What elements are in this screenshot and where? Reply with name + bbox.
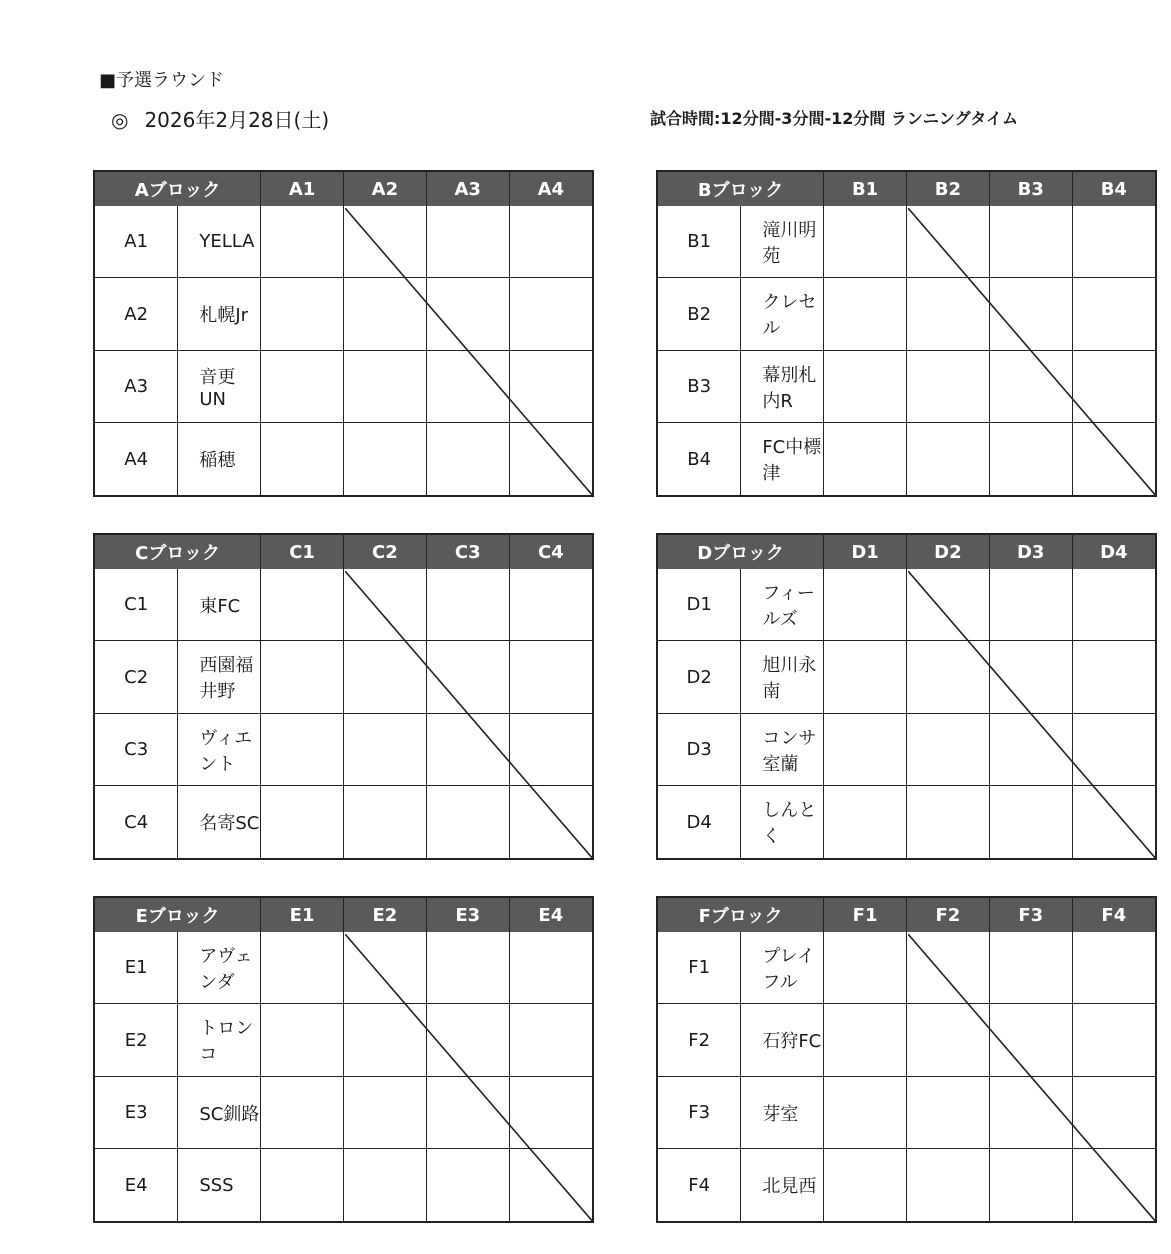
league-table <box>95 172 592 495</box>
col-header: E3 <box>426 898 509 932</box>
table-row <box>95 569 592 641</box>
col-header: A1 <box>261 172 344 206</box>
date-text: 2026年2月28日(土) <box>144 108 330 132</box>
score-cell[interactable] <box>989 786 1072 858</box>
score-cell[interactable] <box>1072 932 1155 1004</box>
block-label: Dブロック <box>658 535 824 569</box>
score-cell[interactable] <box>1072 713 1155 786</box>
col-header: A3 <box>426 172 509 206</box>
team-code: A2 <box>95 278 178 351</box>
score-cell[interactable] <box>261 932 344 1004</box>
table-row <box>95 1076 592 1149</box>
team-name: SC釧路 <box>178 1076 261 1149</box>
team-name: フィールズ <box>741 569 824 641</box>
score-cell[interactable] <box>989 641 1072 714</box>
team-code: D1 <box>658 569 741 641</box>
date-mark: ◎ <box>111 108 129 132</box>
score-cell[interactable] <box>1072 1149 1155 1221</box>
score-cell[interactable] <box>261 1076 344 1149</box>
score-cell[interactable] <box>1072 641 1155 714</box>
table-row <box>658 350 1155 423</box>
score-cell[interactable] <box>343 1004 426 1077</box>
team-name: 名寄SC <box>178 786 261 858</box>
table-row <box>95 713 592 786</box>
league-table <box>658 535 1155 858</box>
team-name: 芽室 <box>741 1076 824 1149</box>
block-label: Bブロック <box>658 172 824 206</box>
team-code: C4 <box>95 786 178 858</box>
score-cell[interactable] <box>426 350 509 423</box>
col-header: F4 <box>1072 898 1155 932</box>
score-cell[interactable] <box>1072 350 1155 423</box>
score-cell[interactable] <box>824 786 907 858</box>
score-cell[interactable] <box>906 713 989 786</box>
block-b <box>656 170 1157 497</box>
score-cell[interactable] <box>824 206 907 278</box>
team-code: B1 <box>658 206 741 278</box>
team-code: B4 <box>658 423 741 495</box>
block-e <box>93 896 594 1223</box>
col-header: F3 <box>989 898 1072 932</box>
score-cell[interactable] <box>906 423 989 495</box>
score-cell[interactable] <box>824 1149 907 1221</box>
table-row <box>95 278 592 351</box>
block-label: Aブロック <box>95 172 261 206</box>
table-row <box>658 278 1155 351</box>
score-cell[interactable] <box>824 350 907 423</box>
table-row <box>658 932 1155 1004</box>
col-header: F2 <box>906 898 989 932</box>
table-row <box>658 206 1155 278</box>
team-code: F4 <box>658 1149 741 1221</box>
score-cell[interactable] <box>509 932 592 1004</box>
score-cell[interactable] <box>906 350 989 423</box>
table-row <box>95 1149 592 1221</box>
team-code: E2 <box>95 1004 178 1077</box>
score-cell[interactable] <box>824 1076 907 1149</box>
team-code: B3 <box>658 350 741 423</box>
team-code: D2 <box>658 641 741 714</box>
score-cell[interactable] <box>343 206 426 278</box>
table-row <box>658 1076 1155 1149</box>
table-row <box>95 423 592 495</box>
score-cell[interactable] <box>509 1149 592 1221</box>
score-cell[interactable] <box>509 423 592 495</box>
page-title: ■予選ラウンド <box>99 70 225 91</box>
score-cell[interactable] <box>426 423 509 495</box>
score-cell[interactable] <box>824 278 907 351</box>
score-cell[interactable] <box>509 350 592 423</box>
score-cell[interactable] <box>343 786 426 858</box>
score-cell[interactable] <box>343 932 426 1004</box>
score-cell[interactable] <box>906 932 989 1004</box>
league-table <box>658 172 1155 495</box>
block-f <box>656 896 1157 1223</box>
col-header: E4 <box>509 898 592 932</box>
col-header: C2 <box>343 535 426 569</box>
table-row <box>658 569 1155 641</box>
score-cell[interactable] <box>426 1149 509 1221</box>
col-header: B2 <box>906 172 989 206</box>
team-code: F3 <box>658 1076 741 1149</box>
team-name: 西園福井野 <box>178 641 261 714</box>
team-name: 稲穂 <box>178 423 261 495</box>
block-label: Fブロック <box>658 898 824 932</box>
score-cell[interactable] <box>989 423 1072 495</box>
col-header: E2 <box>343 898 426 932</box>
score-cell[interactable] <box>426 713 509 786</box>
score-cell[interactable] <box>906 1149 989 1221</box>
score-cell[interactable] <box>509 713 592 786</box>
score-cell[interactable] <box>343 1076 426 1149</box>
score-cell[interactable] <box>989 350 1072 423</box>
table-row <box>95 641 592 714</box>
team-code: B2 <box>658 278 741 351</box>
score-cell[interactable] <box>261 206 344 278</box>
score-cell[interactable] <box>509 278 592 351</box>
col-header: B3 <box>989 172 1072 206</box>
table-row <box>658 1149 1155 1221</box>
col-header: D3 <box>989 535 1072 569</box>
table-row <box>658 1004 1155 1077</box>
score-cell[interactable] <box>989 1004 1072 1077</box>
table-row <box>658 786 1155 858</box>
table-row <box>658 423 1155 495</box>
col-header: D4 <box>1072 535 1155 569</box>
score-cell[interactable] <box>906 641 989 714</box>
score-cell[interactable] <box>906 786 989 858</box>
score-cell[interactable] <box>509 786 592 858</box>
score-cell[interactable] <box>343 1149 426 1221</box>
score-cell[interactable] <box>261 569 344 641</box>
table-row <box>95 786 592 858</box>
score-cell[interactable] <box>509 206 592 278</box>
score-cell[interactable] <box>989 932 1072 1004</box>
table-row <box>658 641 1155 714</box>
score-cell[interactable] <box>989 278 1072 351</box>
team-name: しんとく <box>741 786 824 858</box>
score-cell[interactable] <box>824 641 907 714</box>
score-cell[interactable] <box>1072 278 1155 351</box>
team-name: YELLA <box>178 206 261 278</box>
team-name: 石狩FC <box>741 1004 824 1077</box>
score-cell[interactable] <box>989 1076 1072 1149</box>
score-cell[interactable] <box>1072 423 1155 495</box>
team-name: 旭川永南 <box>741 641 824 714</box>
block-d <box>656 533 1157 860</box>
score-cell[interactable] <box>261 423 344 495</box>
score-cell[interactable] <box>426 278 509 351</box>
score-cell[interactable] <box>824 423 907 495</box>
team-name: コンサ室蘭 <box>741 713 824 786</box>
block-label: Cブロック <box>95 535 261 569</box>
col-header: C3 <box>426 535 509 569</box>
score-cell[interactable] <box>1072 786 1155 858</box>
team-code: D3 <box>658 713 741 786</box>
col-header: C4 <box>509 535 592 569</box>
team-code: F2 <box>658 1004 741 1077</box>
score-cell[interactable] <box>426 206 509 278</box>
col-header: C1 <box>261 535 344 569</box>
team-name: 音更UN <box>178 350 261 423</box>
score-cell[interactable] <box>343 641 426 714</box>
score-cell[interactable] <box>989 713 1072 786</box>
table-row <box>95 206 592 278</box>
team-name: プレイフル <box>741 932 824 1004</box>
col-header: F1 <box>824 898 907 932</box>
team-name: アヴェンダ <box>178 932 261 1004</box>
league-table <box>658 898 1155 1221</box>
score-cell[interactable] <box>343 350 426 423</box>
score-cell[interactable] <box>426 641 509 714</box>
score-cell[interactable] <box>1072 1004 1155 1077</box>
score-cell[interactable] <box>261 786 344 858</box>
score-cell[interactable] <box>824 932 907 1004</box>
team-name: 幕別札内R <box>741 350 824 423</box>
block-c <box>93 533 594 860</box>
team-code: A4 <box>95 423 178 495</box>
match-date <box>111 104 329 133</box>
score-cell[interactable] <box>426 1076 509 1149</box>
score-cell[interactable] <box>989 569 1072 641</box>
league-table <box>95 535 592 858</box>
team-code: E1 <box>95 932 178 1004</box>
score-cell[interactable] <box>989 206 1072 278</box>
score-cell[interactable] <box>1072 569 1155 641</box>
team-code: F1 <box>658 932 741 1004</box>
team-code: C2 <box>95 641 178 714</box>
score-cell[interactable] <box>343 569 426 641</box>
score-cell[interactable] <box>261 1004 344 1077</box>
col-header: D1 <box>824 535 907 569</box>
score-cell[interactable] <box>343 713 426 786</box>
team-code: C1 <box>95 569 178 641</box>
score-cell[interactable] <box>509 641 592 714</box>
table-row <box>95 932 592 1004</box>
team-name: クレセル <box>741 278 824 351</box>
col-header: D2 <box>906 535 989 569</box>
block-a <box>93 170 594 497</box>
score-cell[interactable] <box>906 1004 989 1077</box>
league-table <box>95 898 592 1221</box>
team-code: E3 <box>95 1076 178 1149</box>
col-header: E1 <box>261 898 344 932</box>
score-cell[interactable] <box>261 713 344 786</box>
score-cell[interactable] <box>261 278 344 351</box>
score-cell[interactable] <box>906 278 989 351</box>
team-code: A1 <box>95 206 178 278</box>
table-row <box>95 1004 592 1077</box>
col-header: A4 <box>509 172 592 206</box>
score-cell[interactable] <box>509 569 592 641</box>
team-name: 東FC <box>178 569 261 641</box>
team-name: ヴィエント <box>178 713 261 786</box>
col-header: B4 <box>1072 172 1155 206</box>
score-cell[interactable] <box>426 786 509 858</box>
score-cell[interactable] <box>906 206 989 278</box>
col-header: B1 <box>824 172 907 206</box>
score-cell[interactable] <box>824 713 907 786</box>
score-cell[interactable] <box>509 1004 592 1077</box>
score-cell[interactable] <box>261 1149 344 1221</box>
score-cell[interactable] <box>261 350 344 423</box>
team-code: A3 <box>95 350 178 423</box>
score-cell[interactable] <box>426 932 509 1004</box>
score-cell[interactable] <box>1072 206 1155 278</box>
score-cell[interactable] <box>509 1076 592 1149</box>
table-row <box>95 350 592 423</box>
score-cell[interactable] <box>824 569 907 641</box>
team-code: C3 <box>95 713 178 786</box>
score-cell[interactable] <box>343 423 426 495</box>
col-header: A2 <box>343 172 426 206</box>
table-row <box>658 713 1155 786</box>
score-cell[interactable] <box>824 1004 907 1077</box>
score-cell[interactable] <box>1072 1076 1155 1149</box>
match-time-info: 試合時間:12分間-3分間-12分間 ランニングタイム <box>650 109 1018 128</box>
score-cell[interactable] <box>989 1149 1072 1221</box>
team-name: トロンコ <box>178 1004 261 1077</box>
block-label: Eブロック <box>95 898 261 932</box>
score-cell[interactable] <box>426 1004 509 1077</box>
team-name: 札幌Jr <box>178 278 261 351</box>
score-cell[interactable] <box>906 1076 989 1149</box>
score-cell[interactable] <box>426 569 509 641</box>
team-name: 滝川明苑 <box>741 206 824 278</box>
team-name: FC中標津 <box>741 423 824 495</box>
score-cell[interactable] <box>343 278 426 351</box>
team-name: 北見西 <box>741 1149 824 1221</box>
score-cell[interactable] <box>906 569 989 641</box>
team-code: E4 <box>95 1149 178 1221</box>
score-cell[interactable] <box>261 641 344 714</box>
team-code: D4 <box>658 786 741 858</box>
team-name: SSS <box>178 1149 261 1221</box>
